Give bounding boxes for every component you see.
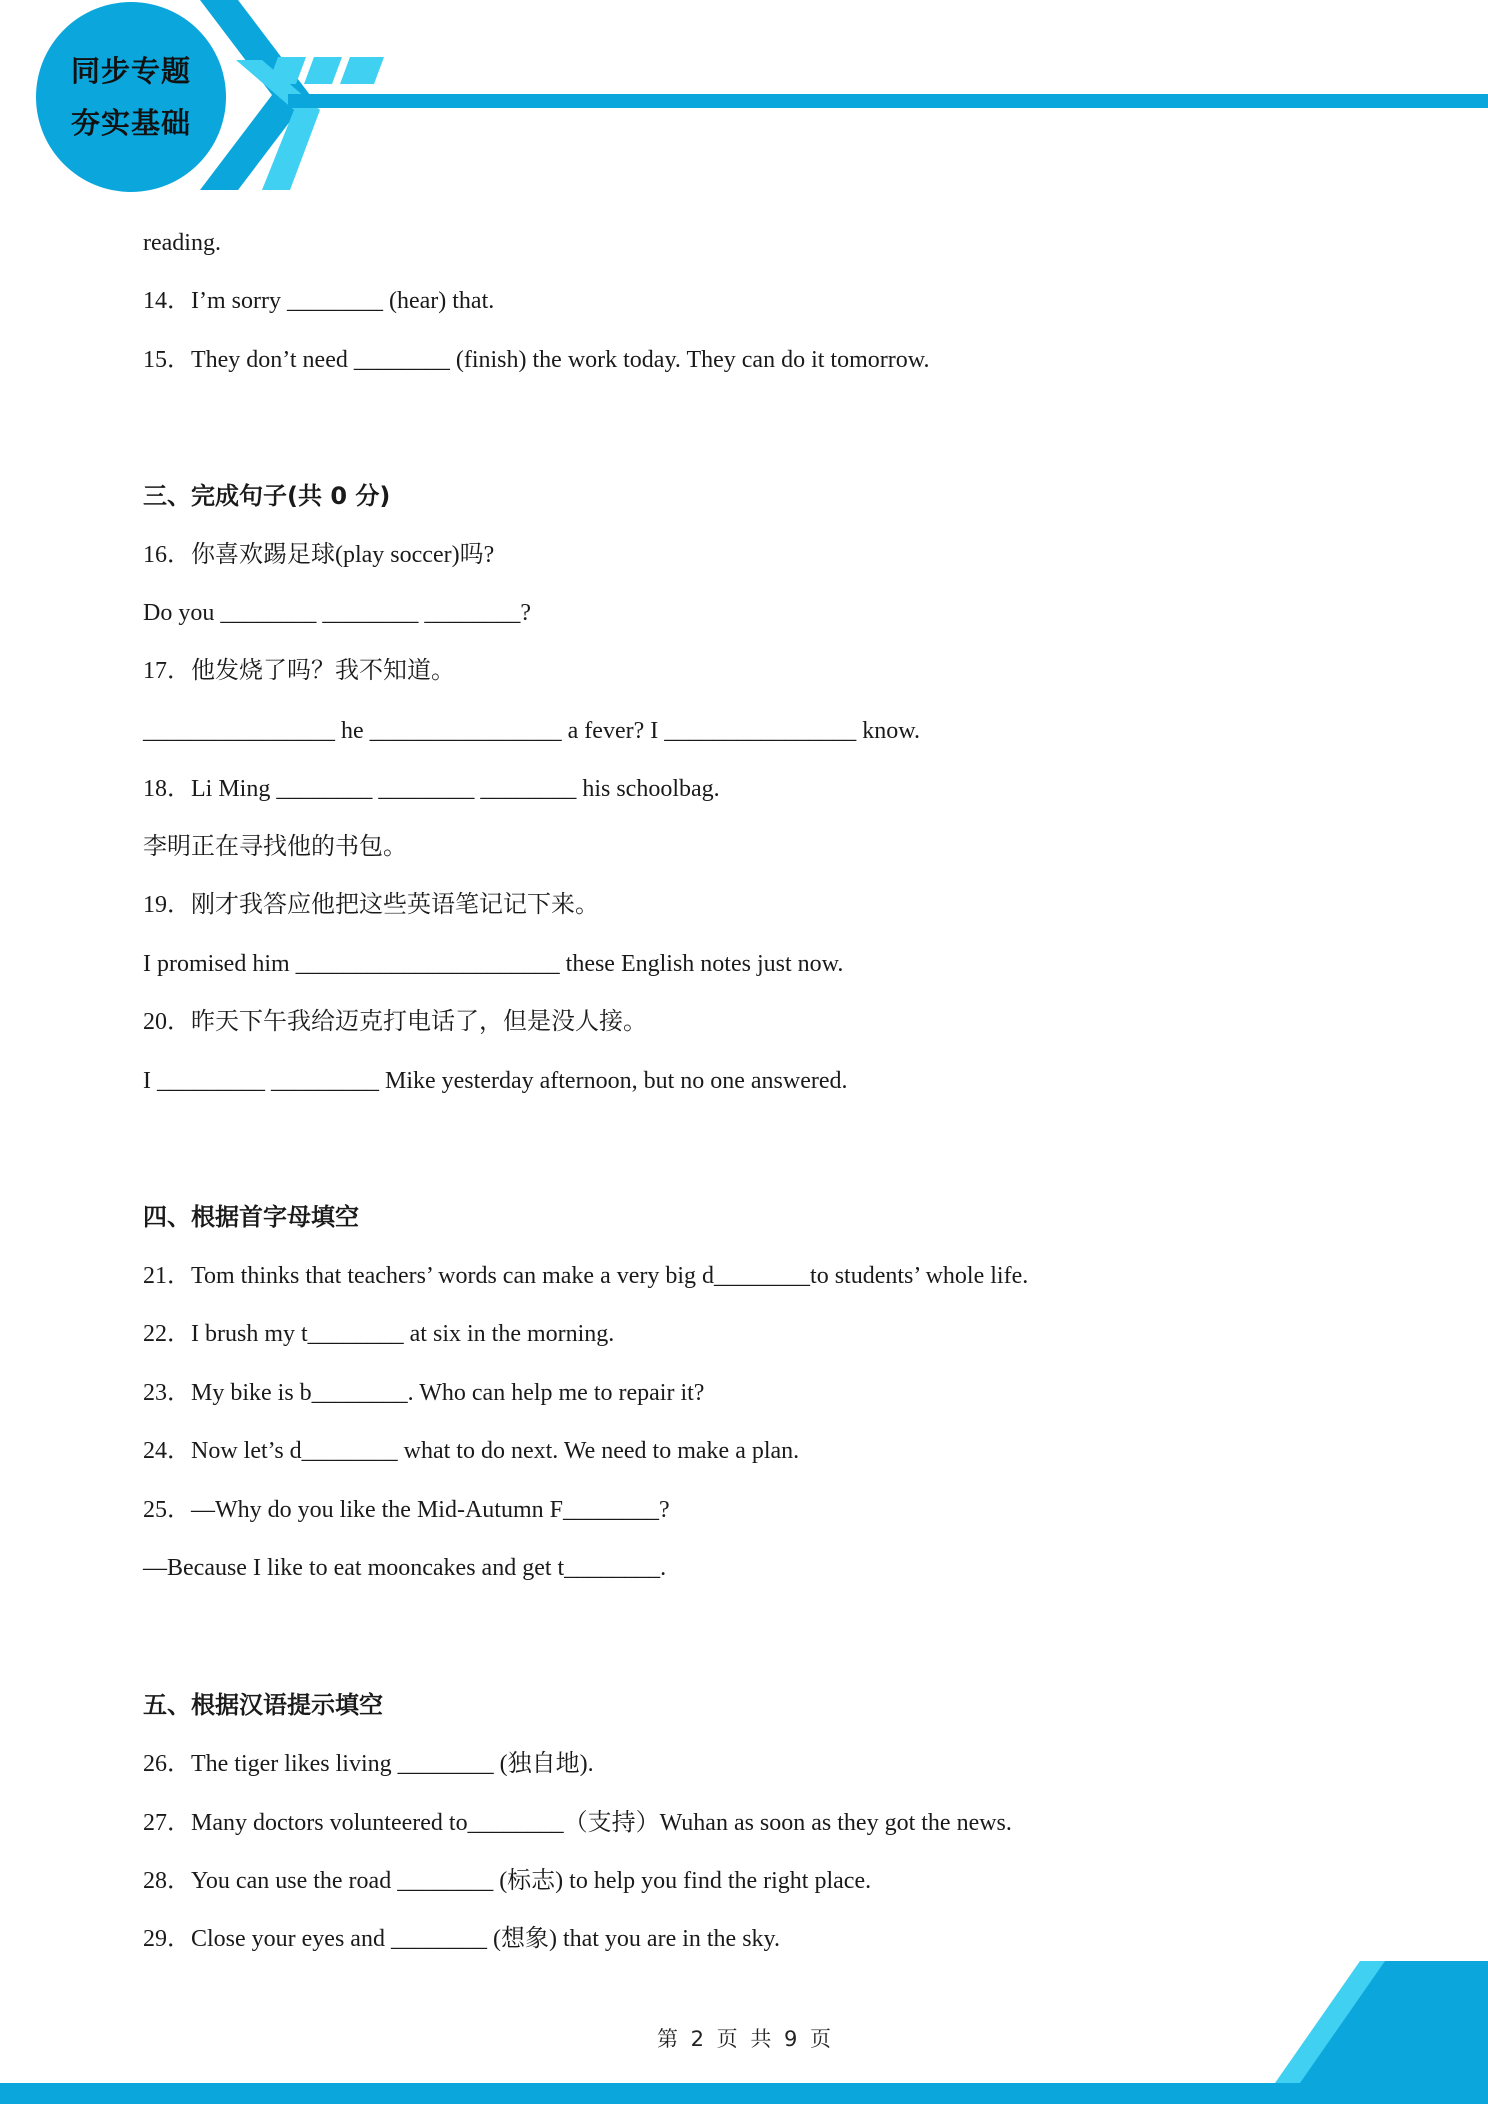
- question-26: 26．The tiger likes living ________ (独自地).: [143, 1751, 594, 1777]
- question-19-answer: I promised him ______________________ these English notes just now.: [143, 951, 844, 977]
- question-25-reply: —Because I like to eat mooncakes and get t________.: [143, 1555, 667, 1581]
- question-19: 19．刚才我答应他把这些英语笔记记下来。: [143, 892, 599, 918]
- question-29: 29．Close your eyes and ________ (想象) that you are in the sky.: [143, 1926, 780, 1952]
- question-21: 21．Tom thinks that teachers’ words can make a very big d________to students’ whole life.: [143, 1263, 1029, 1289]
- question-16: 16．你喜欢踢足球(play soccer)吗?: [143, 542, 495, 568]
- page-number: 第 2 页 共 9 页: [656, 2027, 832, 2051]
- section-heading-3: 三、完成句子(共 0 分): [143, 482, 391, 510]
- question-14: 14．I’m sorry ________ (hear) that.: [143, 288, 495, 314]
- badge-line-1: 同步专题: [70, 54, 191, 88]
- question-15: 15．They don’t need ________ (finish) the work today. They can do it tomorrow.: [143, 347, 930, 373]
- question-24: 24．Now let’s d________ what to do next. We need to make a plan.: [143, 1438, 800, 1464]
- question-25: 25．—Why do you like the Mid-Autumn F________?: [143, 1497, 670, 1523]
- section-heading-5: 五、根据汉语提示填空: [143, 1691, 383, 1719]
- question-27: 27．Many doctors volunteered to________（支持）Wuhan as soon as they got the news.: [143, 1810, 1012, 1836]
- question-22: 22．I brush my t________ at six in the morning.: [143, 1321, 615, 1347]
- question-20: 20．昨天下午我给迈克打电话了，但是没人接。: [143, 1009, 647, 1035]
- question-16-answer: Do you ________ ________ ________?: [143, 600, 531, 626]
- section-heading-4: 四、根据首字母填空: [143, 1203, 359, 1231]
- badge-line-2: 夯实基础: [70, 106, 191, 140]
- question-17-answer: ________________ he ________________ a fever? I ________________ know.: [143, 718, 921, 744]
- question-18-translation: 李明正在寻找他的书包。: [143, 834, 407, 860]
- question-17: 17．他发烧了吗？我不知道。: [143, 658, 455, 684]
- series-badge: [36, 2, 226, 192]
- question-18: 18．Li Ming ________ ________ ________ his schoolbag.: [143, 776, 720, 802]
- question-23: 23．My bike is b________. Who can help me to repair it?: [143, 1380, 705, 1406]
- question-20-answer: I _________ _________ Mike yesterday afternoon, but no one answered.: [143, 1068, 848, 1094]
- question-continuation: reading.: [143, 230, 221, 256]
- question-28: 28．You can use the road ________ (标志) to help you find the right place.: [143, 1868, 872, 1894]
